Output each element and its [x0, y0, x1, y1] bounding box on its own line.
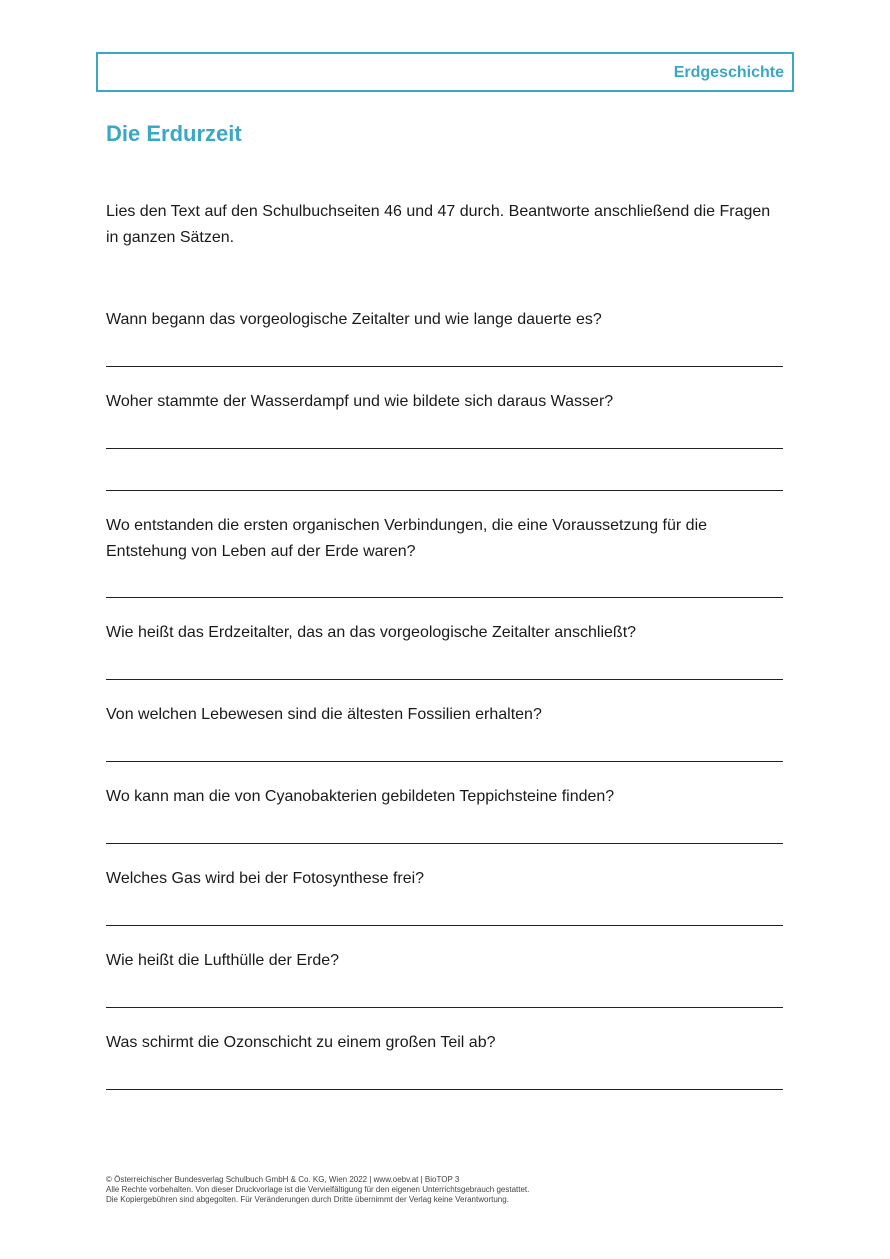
question-6: Wo kann man die von Cyanobakterien gebildeten Teppichsteine finden?: [106, 788, 615, 805]
answer-line[interactable]: [106, 597, 783, 598]
question-4: Wie heißt das Erdzeitalter, das an das vorgeologische Zeitalter anschließt?: [106, 624, 637, 641]
answer-line[interactable]: [106, 843, 783, 844]
question-2: Woher stammte der Wasserdampf und wie bildete sich daraus Wasser?: [106, 393, 614, 410]
question-7: Welches Gas wird bei der Fotosynthese frei?: [106, 870, 425, 887]
answer-line[interactable]: [106, 925, 783, 926]
footer-rights: Alle Rechte vorbehalten. Von dieser Druckvorlage ist die Vervielfältigung für den eigenen Unterrichtsgebrauch gestattet.: [106, 1185, 530, 1194]
answer-line[interactable]: [106, 448, 783, 449]
answer-line[interactable]: [106, 679, 783, 680]
question-3: Wo entstanden die ersten organischen Verbindungen, die eine Voraussetzung für die Entstehung von Leben auf der Erde waren?: [106, 517, 708, 560]
footer-disclaimer: Die Kopiergebühren sind abgegolten. Für Veränderungen durch Dritte übernimmt der Verlag keine Verantwortung.: [106, 1195, 509, 1204]
answer-line[interactable]: [106, 490, 783, 491]
instructions-text: Lies den Text auf den Schulbuchseiten 46 und 47 durch. Beantworte anschließend die Fragen in ganzen Sätzen.: [106, 203, 771, 246]
question-8: Wie heißt die Lufthülle der Erde?: [106, 952, 340, 969]
question-9: Was schirmt die Ozonschicht zu einem großen Teil ab?: [106, 1034, 496, 1051]
answer-line[interactable]: [106, 1089, 783, 1090]
page-title: Die Erdurzeit: [106, 121, 242, 146]
question-1: Wann begann das vorgeologische Zeitalter und wie lange dauerte es?: [106, 311, 602, 328]
question-5: Von welchen Lebewesen sind die ältesten Fossilien erhalten?: [106, 706, 542, 723]
answer-line[interactable]: [106, 366, 783, 367]
footer-copyright: © Österreichischer Bundesverlag Schulbuch GmbH & Co. KG, Wien 2022 | www.oebv.at | BioTOP 3: [106, 1175, 460, 1184]
header-label: Erdgeschichte: [673, 64, 784, 81]
answer-line[interactable]: [106, 1007, 783, 1008]
header-box: [96, 52, 794, 92]
footer: [106, 1175, 529, 1205]
answer-line[interactable]: [106, 761, 783, 762]
